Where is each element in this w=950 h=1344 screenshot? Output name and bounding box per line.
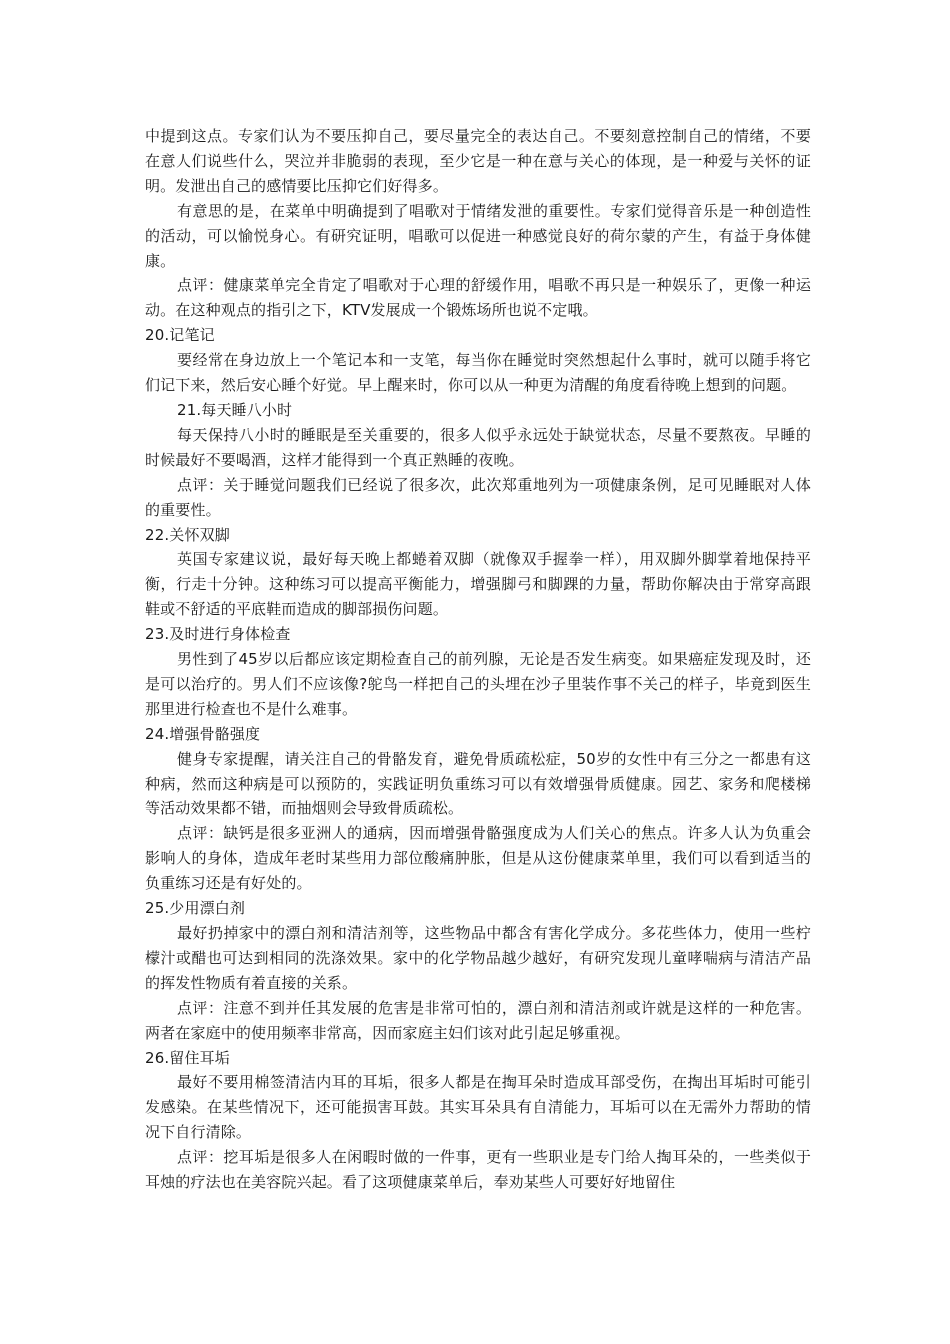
section-heading: 24.增强骨骼强度 <box>145 724 261 743</box>
section-heading: 23.及时进行身体检查 <box>145 625 291 644</box>
comment-paragraph: 点评：挖耳垢是很多人在闲暇时做的一件事，更有一些职业是专门给人掏耳朵的，一些类似于耳烛的疗法也在美容院兴起。看了这项健康菜单后，奉劝某些人可要好好地留住 <box>145 1148 811 1192</box>
body-paragraph: 最好扔掉家中的漂白剂和清洁剂等，这些物品中都含有害化学成分。多花些体力，使用一些柠檬汁或醋也可达到相同的洗涤效果。家中的化学物品越少越好，有研究发现儿童哮喘病与清洁产品的挥发性物质有着直接的关系。 <box>145 924 811 992</box>
comment-paragraph: 点评：缺钙是很多亚洲人的通病，因而增强骨骼强度成为人们关心的焦点。许多人认为负重会影响人的身体，造成年老时某些用力部位酸痛肿胀，但是从这份健康菜单里，我们可以看到适当的负重练习还是有好处的。 <box>145 824 811 893</box>
section-heading: 21.每天睡八小时 <box>177 400 293 419</box>
comment-paragraph: 点评：关于睡觉问题我们已经说了很多次，此次郑重地列为一项健康条例，足可见睡眠对人体的重要性。 <box>145 475 811 519</box>
body-paragraph: 英国专家建议说，最好每天晚上都蜷着双脚（就像双手握拳一样），用双脚外脚掌着地保持平衡，行走十分钟。这种练习可以提高平衡能力，增强脚弓和脚踝的力量，帮助你解决由于常穿高跟鞋或不舒适的平底鞋而造成的脚部损伤问题。 <box>145 550 811 619</box>
body-paragraph: 健身专家提醒，请关注自己的骨骼发育，避免骨质疏松症，50岁的女性中有三分之一都患有这种病，然而这种病是可以预防的，实践证明负重练习可以有效增强骨质健康。园艺、家务和爬楼梯等活动效果都不错，而抽烟则会导致骨质疏松。 <box>145 749 811 818</box>
comment-paragraph: 点评：注意不到并任其发展的危害是非常可怕的，漂白剂和清洁剂或许就是这样的一种危害。两者在家庭中的使用频率非常高，因而家庭主妇们该对此引起足够重视。 <box>145 998 811 1042</box>
body-paragraph: 男性到了45岁以后都应该定期检查自己的前列腺，无论是否发生病变。如果癌症发现及时，还是可以治疗的。男人们不应该像?鸵鸟一样把自己的头埋在沙子里装作事不关己的样子，毕竟到医生那里进行检查也不是什么难事。 <box>145 650 811 718</box>
section-heading: 25.少用漂白剂 <box>145 899 246 918</box>
body-paragraph: 每天保持八小时的睡眠是至关重要的，很多人似乎永远处于缺觉状态，尽量不要熬夜。早睡的时候最好不要喝酒，这样才能得到一个真正熟睡的夜晚。 <box>145 425 811 469</box>
document-page <box>145 124 811 1195</box>
section-heading: 22.关怀双脚 <box>145 525 230 544</box>
section-heading: 20.记笔记 <box>145 326 215 345</box>
body-paragraph: 中提到这点。专家们认为不要压抑自己，要尽量完全的表达自己。不要刻意控制自己的情绪，不要在意人们说些什么，哭泣并非脆弱的表现，至少它是一种在意与关心的体现，是一种爱与关怀的证明。发泄出自己的感情要比压抑它们好得多。 <box>145 127 811 195</box>
section-heading: 26.留住耳垢 <box>145 1048 230 1067</box>
body-paragraph: 有意思的是，在菜单中明确提到了唱歌对于情绪发泄的重要性。专家们觉得音乐是一种创造性的活动，可以愉悦身心。有研究证明，唱歌可以促进一种感觉良好的荷尔蒙的产生，有益于身体健康。 <box>145 201 811 270</box>
body-paragraph: 要经常在身边放上一个笔记本和一支笔，每当你在睡觉时突然想起什么事时，就可以随手将它们记下来，然后安心睡个好觉。早上醒来时，你可以从一种更为清醒的角度看待晚上想到的问题。 <box>145 351 811 395</box>
comment-paragraph: 点评：健康菜单完全肯定了唱歌对于心理的舒缓作用，唱歌不再只是一种娱乐了，更像一种运动。在这种观点的指引之下，KTV发展成一个锻炼场所也说不定哦。 <box>145 276 811 320</box>
body-paragraph: 最好不要用棉签清洁内耳的耳垢，很多人都是在掏耳朵时造成耳部受伤，在掏出耳垢时可能引发感染。在某些情况下，还可能损害耳鼓。其实耳朵具有自清能力，耳垢可以在无需外力帮助的情况下自行清除。 <box>145 1073 811 1142</box>
